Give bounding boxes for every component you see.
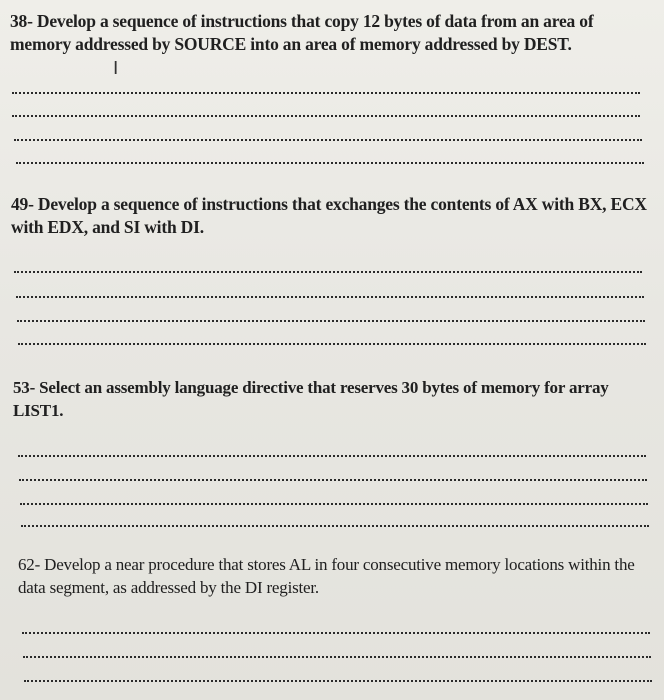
answer-line[interactable] (18, 343, 646, 345)
question-49 (11, 193, 651, 239)
answer-line[interactable] (24, 680, 652, 682)
question-62 (18, 553, 648, 599)
answer-line[interactable] (18, 455, 646, 457)
answer-line[interactable] (14, 271, 642, 273)
answer-line[interactable] (20, 503, 648, 505)
question-62-text: 62- Develop a near procedure that stores AL in four consecutive memory locations within the data segment, as addressed by the DI register. (18, 555, 635, 597)
answer-line[interactable] (17, 320, 645, 322)
answer-line[interactable] (21, 525, 649, 527)
answer-line[interactable] (12, 115, 640, 117)
answer-line[interactable] (16, 296, 644, 298)
question-53-text: 53- Select an assembly language directive that reserves 30 bytes of memory for array LIST1. (13, 378, 609, 420)
question-49-text: 49- Develop a sequence of instructions that exchanges the contents of AX with BX, ECX with EDX, and SI with DI. (11, 194, 647, 237)
answer-line[interactable] (14, 139, 642, 141)
text-cursor-icon: I (113, 58, 119, 79)
question-38-text: 38- Develop a sequence of instructions that copy 12 bytes of data from an area of memory addressed by SOURCE into an area of memory addressed by DEST. (10, 11, 594, 54)
answer-line[interactable] (22, 632, 650, 634)
question-38 (10, 10, 650, 56)
answer-line[interactable] (23, 656, 651, 658)
answer-line[interactable] (12, 92, 640, 94)
answer-line[interactable] (19, 479, 647, 481)
question-53 (13, 376, 653, 422)
answer-line[interactable] (16, 162, 644, 164)
